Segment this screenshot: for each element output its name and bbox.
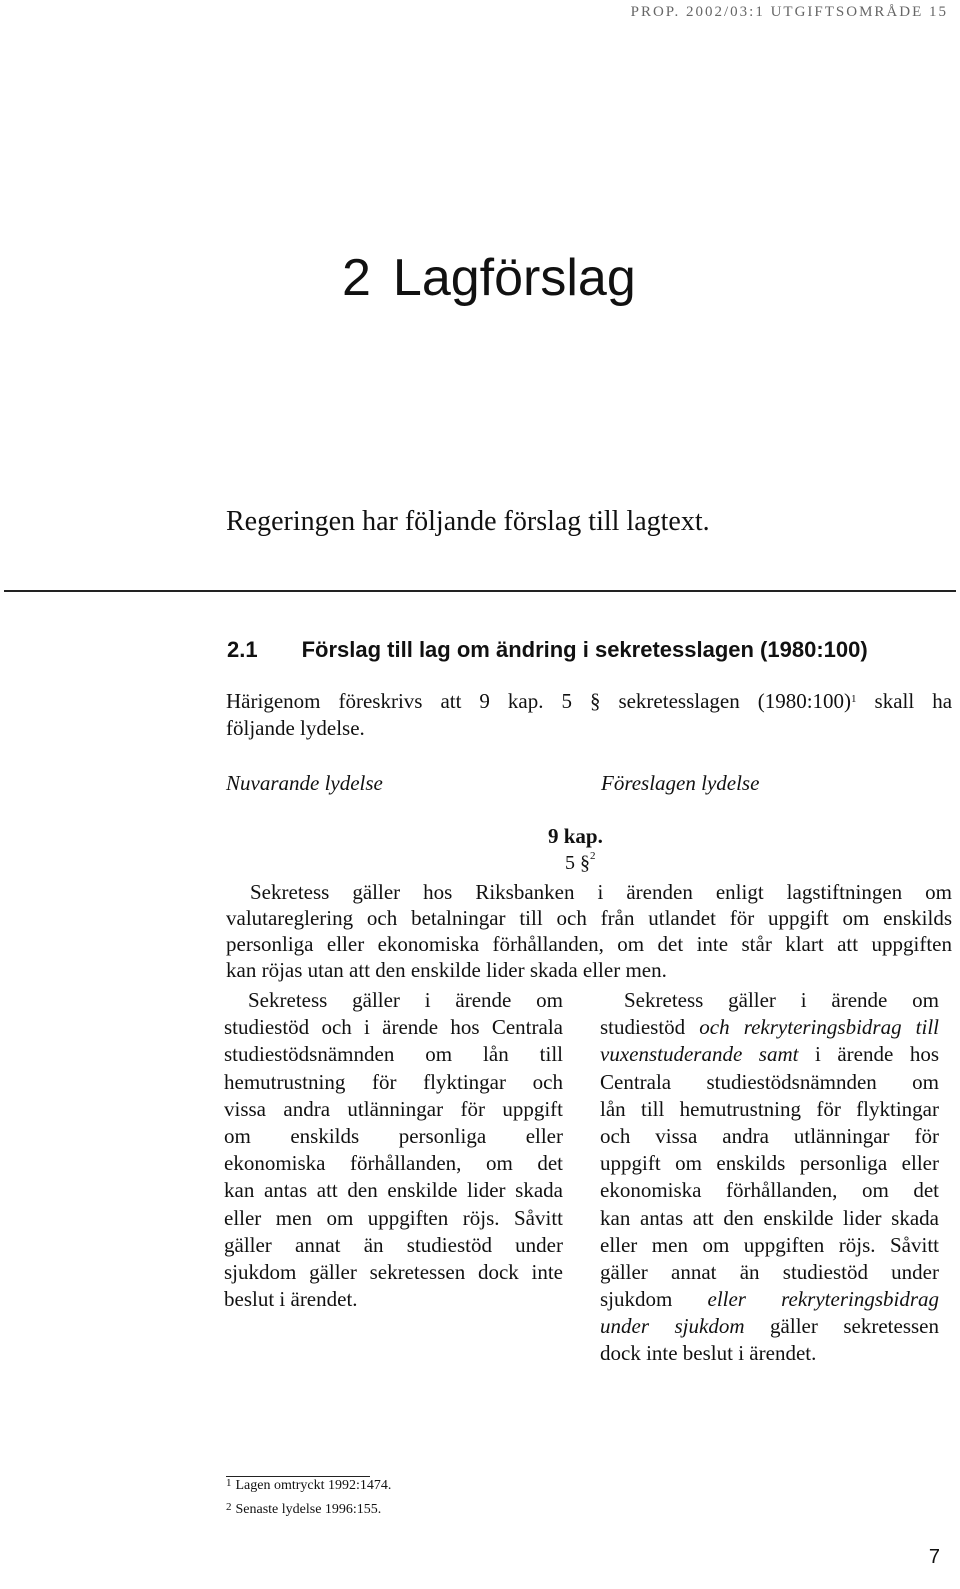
current-text-line: om enskilds personliga eller [224, 1123, 563, 1148]
current-text-line: eller men om uppgiften röjs. Såvitt [224, 1205, 563, 1230]
common-text-line: personliga eller ekonomiska förhållanden, om det inte står klart att uppgiften [226, 932, 952, 956]
paragraph-ref [565, 852, 596, 875]
footnote-2 [226, 1502, 381, 1518]
running-head: PROP. 2002/03:1 UTGIFTSOMRÅDE 15 [630, 4, 948, 20]
footnote-mark: 2 [226, 1501, 232, 1513]
proposed-text-line: uppgift om enskilds personliga eller [600, 1151, 939, 1176]
current-text-line: kan antas att den enskilde lider skada [224, 1178, 563, 1203]
proposed-text-line: och vissa andra utlänningar för [600, 1123, 939, 1148]
preamble-word: skall [874, 689, 915, 713]
footnote-mark: 1 [226, 1477, 232, 1489]
proposed-text-line: studiestöd och rekryteringsbidrag till [600, 1015, 939, 1040]
paragraph-label: 5 § [565, 852, 590, 874]
proposed-text-line: vuxenstuderande samt i ärende hos [600, 1042, 939, 1067]
proposed-text-line: Sekretess gäller i ärende om [624, 988, 939, 1012]
footnote-text: Senaste lydelse 1996:155. [235, 1502, 382, 1517]
current-wording-label: Nuvarande lydelse [226, 771, 383, 795]
section-number: 2.1 [227, 637, 258, 662]
preamble-word: sekretesslagen [618, 689, 740, 713]
page-number: 7 [928, 1546, 940, 1568]
current-text-line: sjukdom gäller sekretessen dock inte [224, 1259, 563, 1284]
proposed-text-line: Centrala studiestödsnämnden om [600, 1069, 939, 1094]
proposed-text-line: kan antas att den enskilde lider skada [600, 1205, 939, 1230]
proposed-text-line: gäller annat än studiestöd under [600, 1259, 939, 1284]
current-wording-text [224, 987, 563, 1313]
footnote-1 [226, 1478, 391, 1494]
section-title: Förslag till lag om ändring i sekretesslagen (1980:100) [301, 637, 868, 662]
preamble-word: Härigenom [226, 689, 321, 713]
proposed-text-line: under sjukdom gäller sekretessen [600, 1314, 939, 1339]
proposed-text-line: dock inte beslut i ärendet. [600, 1341, 817, 1366]
current-text-line: ekonomiska förhållanden, om det [224, 1151, 563, 1176]
preamble-line-2: följande lydelse. [226, 716, 365, 740]
chapter-number: 2 [342, 249, 371, 307]
amendment-text: och rekryteringsbidrag till [699, 1015, 939, 1040]
preamble-word: ha [932, 689, 953, 713]
preamble-line-1 [226, 688, 952, 715]
intro-text: Regeringen har följande förslag till lagtext. [226, 506, 710, 537]
proposed-text-line: lån till hemutrustning för flyktingar [600, 1096, 939, 1121]
footnote-ref-2: 2 [590, 850, 596, 862]
proposed-text-line: eller men om uppgiften röjs. Såvitt [600, 1232, 939, 1257]
amendment-text: eller rekryteringsbidrag [707, 1287, 939, 1312]
footnote-ref-1: 1 [851, 693, 857, 705]
proposed-wording-label: Föreslagen lydelse [601, 771, 760, 795]
current-text-line: Sekretess gäller i ärende om [248, 988, 563, 1012]
amendment-text: under sjukdom [600, 1314, 745, 1339]
preamble-word: föreskrivs [338, 689, 423, 713]
proposed-text-line: sjukdom eller rekryteringsbidrag [600, 1287, 939, 1312]
amendment-text: vuxenstuderande samt [600, 1042, 799, 1067]
current-text-line: beslut i ärendet. [224, 1287, 358, 1312]
preamble-chapter-ref: 9 kap. [479, 689, 544, 713]
common-text [226, 879, 952, 983]
preamble-word: att [440, 689, 462, 713]
common-text-line: kan röjas utan att den enskilde lider skada eller men. [226, 958, 667, 982]
footnote-divider [226, 1476, 370, 1477]
proposed-text-line: ekonomiska förhållanden, om det [600, 1178, 939, 1203]
section-heading [227, 637, 868, 663]
common-text-line: Sekretess gäller hos Riksbanken i ärenden enligt lagstiftningen om [250, 880, 952, 904]
current-text-line: gäller annat än studiestöd under [224, 1232, 563, 1257]
section-divider [4, 590, 956, 592]
chapter-ref: 9 kap. [548, 824, 603, 848]
chapter-title: Lagförslag [392, 249, 636, 307]
chapter-heading [342, 248, 636, 308]
common-text-line: valutareglering och betalningar till och från utlandet för uppgift om enskilds [226, 906, 952, 930]
current-text-line: hemutrustning för flyktingar och [224, 1069, 563, 1094]
preamble-law-number: (1980:100) [757, 689, 852, 713]
current-text-line: vissa andra utlänningar för uppgift [224, 1096, 563, 1121]
footnote-text: Lagen omtryckt 1992:1474. [235, 1478, 392, 1493]
proposed-wording-text [600, 987, 939, 1368]
preamble [226, 688, 952, 742]
current-text-line: studiestödsnämnden om lån till [224, 1042, 563, 1067]
current-text-line: studiestöd och i ärende hos Centrala [224, 1015, 563, 1040]
preamble-paragraph-ref: 5 § [561, 689, 601, 713]
